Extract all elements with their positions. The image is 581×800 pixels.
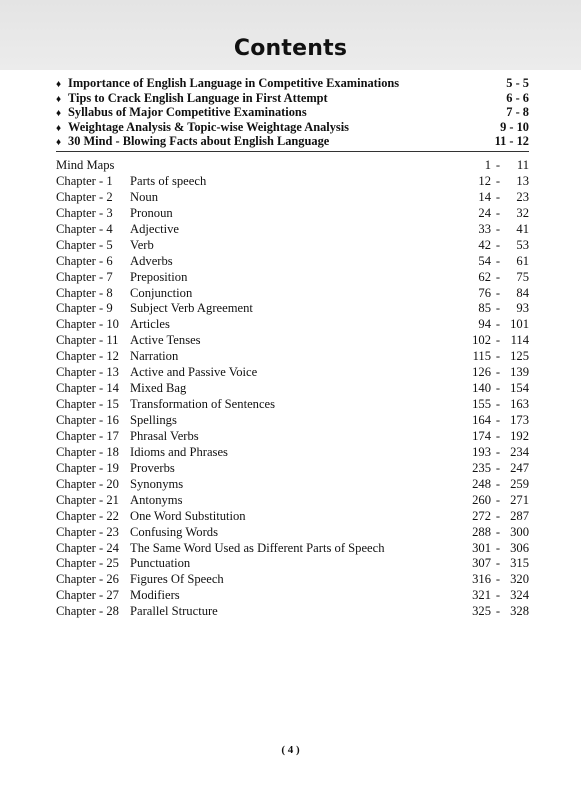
chapter-row[interactable]	[56, 445, 529, 461]
chapter-pages	[451, 286, 529, 302]
chapter-end-page: 84	[516, 285, 529, 300]
chapter-title: Adjective	[130, 221, 179, 236]
chapter-pages	[451, 556, 529, 572]
page-range-dash: -	[495, 556, 501, 571]
intro-sections-list	[56, 76, 529, 149]
chapter-pages	[451, 604, 529, 620]
chapter-end-page: 320	[510, 572, 529, 587]
chapter-start-page: 301	[472, 540, 491, 555]
chapter-number: Chapter - 7	[56, 269, 113, 284]
chapter-end-page: 114	[510, 333, 529, 348]
chapter-start-page: 140	[472, 381, 491, 396]
chapter-row[interactable]	[56, 381, 529, 397]
chapter-pages	[451, 429, 529, 445]
chapter-start-page: 102	[472, 333, 491, 348]
page-range-dash: -	[495, 492, 501, 507]
chapter-number: Chapter - 18	[56, 444, 119, 459]
page-range-dash: -	[495, 221, 501, 236]
page-range-dash: -	[495, 189, 501, 204]
chapter-row[interactable]	[56, 206, 529, 222]
chapter-title: Modifiers	[130, 588, 180, 603]
section-divider	[56, 151, 529, 152]
intro-section-title: Importance of English Language in Competitive Examinations	[68, 76, 400, 90]
chapter-pages	[451, 541, 529, 557]
chapter-title: One Word Substitution	[130, 508, 246, 523]
chapter-pages	[451, 413, 529, 429]
chapter-pages	[451, 317, 529, 333]
chapter-start-page: 42	[478, 237, 491, 252]
chapter-pages	[451, 158, 529, 174]
chapter-end-page: 13	[516, 173, 529, 188]
chapter-start-page: 316	[472, 572, 491, 587]
page-range-dash: -	[495, 588, 501, 603]
chapter-number: Chapter - 12	[56, 349, 119, 364]
intro-section-row[interactable]	[56, 91, 529, 106]
page-number: ( 4 )	[281, 744, 300, 756]
chapter-pages	[451, 301, 529, 317]
chapter-title: Idioms and Phrases	[130, 444, 228, 459]
chapter-start-page: 164	[472, 413, 491, 427]
chapter-pages	[451, 206, 529, 222]
chapter-start-page: 248	[472, 476, 491, 491]
chapter-number: Chapter - 20	[56, 476, 119, 491]
chapter-end-page: 154	[510, 381, 529, 396]
chapter-row[interactable]	[56, 365, 529, 381]
chapter-title: Noun	[130, 189, 158, 204]
chapter-title: Active and Passive Voice	[130, 365, 258, 380]
chapter-start-page: 325	[472, 604, 491, 619]
chapter-number: Chapter - 1	[56, 173, 113, 188]
chapter-row[interactable]	[56, 397, 529, 413]
chapter-pages	[451, 477, 529, 493]
chapter-number: Chapter - 24	[56, 540, 119, 555]
intro-section-label	[56, 134, 329, 149]
chapter-start-page: 126	[472, 365, 491, 380]
chapter-end-page: 287	[510, 508, 529, 523]
intro-section-title: Syllabus of Major Competitive Examinations	[68, 105, 307, 120]
chapter-number: Chapter - 16	[56, 413, 119, 427]
page-range-dash: -	[495, 540, 501, 555]
chapter-start-page: 260	[472, 492, 491, 507]
chapter-row[interactable]	[56, 509, 529, 525]
chapter-start-page: 288	[472, 524, 491, 539]
intro-section-row[interactable]	[56, 134, 529, 149]
page-title: Contents	[233, 36, 348, 61]
page-range-dash: -	[495, 301, 501, 316]
chapter-end-page: 192	[510, 428, 529, 443]
chapter-pages	[451, 588, 529, 604]
intro-section-pages: 9 - 10	[500, 119, 529, 134]
chapter-row[interactable]	[56, 349, 529, 365]
page-range-dash: -	[495, 205, 501, 220]
intro-section-label	[56, 120, 349, 135]
chapter-end-page: 93	[516, 301, 529, 316]
chapter-end-page: 53	[516, 237, 529, 252]
chapter-pages	[451, 397, 529, 413]
chapter-end-page: 173	[510, 413, 529, 427]
page-range-dash: -	[495, 317, 501, 332]
chapter-end-page: 125	[510, 349, 529, 364]
chapter-number: Chapter - 23	[56, 524, 119, 539]
intro-section-label	[56, 105, 307, 120]
chapter-row[interactable]	[56, 461, 529, 477]
chapter-start-page: 54	[478, 253, 491, 268]
page-range-dash: -	[495, 333, 501, 348]
page-range-dash: -	[495, 253, 501, 268]
page-range-dash: -	[495, 365, 501, 380]
chapter-start-page: 272	[472, 508, 491, 523]
page-range-dash: -	[495, 173, 501, 188]
chapter-number: Chapter - 2	[56, 189, 113, 204]
chapter-end-page: 306	[510, 540, 529, 555]
chapter-end-page: 328	[510, 604, 529, 619]
chapter-number: Mind Maps	[56, 158, 115, 172]
chapter-title: Antonyms	[130, 492, 183, 507]
chapter-end-page: 23	[516, 189, 529, 204]
chapter-row[interactable]	[56, 286, 529, 302]
intro-section-pages: 11 - 12	[494, 134, 529, 149]
chapter-start-page: 33	[478, 221, 491, 236]
chapter-number: Chapter - 10	[56, 317, 119, 332]
chapter-title: Spellings	[130, 413, 177, 427]
chapter-number: Chapter - 26	[56, 572, 119, 587]
chapter-title: Mixed Bag	[130, 381, 187, 396]
chapter-row[interactable]	[56, 604, 529, 620]
chapter-title: Pronoun	[130, 205, 173, 220]
page-range-dash: -	[495, 381, 501, 396]
intro-section-label	[56, 76, 399, 91]
chapter-number: Chapter - 4	[56, 221, 113, 236]
chapter-number: Chapter - 15	[56, 397, 119, 412]
chapter-title: Narration	[130, 349, 179, 364]
chapter-number: Chapter - 17	[56, 428, 119, 443]
chapter-start-page: 24	[478, 205, 491, 220]
diamond-bullet-icon: ♦	[56, 79, 62, 90]
chapter-row[interactable]	[56, 429, 529, 445]
page-range-dash: -	[495, 476, 501, 491]
chapter-pages	[451, 222, 529, 238]
chapter-row[interactable]	[56, 588, 529, 604]
chapter-number: Chapter - 19	[56, 460, 119, 475]
page-range-dash: -	[495, 524, 501, 539]
chapter-row[interactable]	[56, 413, 529, 429]
chapter-title: Articles	[130, 317, 170, 332]
chapter-row[interactable]	[56, 158, 529, 174]
chapter-row[interactable]	[56, 301, 529, 317]
chapter-number: Chapter - 11	[56, 333, 119, 348]
chapter-title: Active Tenses	[130, 333, 201, 348]
chapter-title: Subject Verb Agreement	[130, 301, 253, 316]
chapter-title: Phrasal Verbs	[130, 428, 199, 443]
intro-section-label	[56, 91, 328, 106]
chapter-start-page: 94	[478, 317, 491, 332]
chapter-pages	[451, 190, 529, 206]
chapter-end-page: 41	[516, 221, 529, 236]
chapter-start-page: 14	[478, 189, 491, 204]
intro-section-row[interactable]	[56, 120, 529, 135]
chapter-pages	[451, 381, 529, 397]
chapter-number: Chapter - 21	[56, 492, 119, 507]
chapter-title: Verb	[130, 237, 154, 252]
page-range-dash: -	[495, 397, 501, 412]
chapter-title: Parts of speech	[130, 173, 207, 188]
chapter-row[interactable]	[56, 222, 529, 238]
chapter-start-page: 12	[478, 173, 491, 188]
chapter-start-page: 155	[472, 397, 491, 412]
chapter-number: Chapter - 22	[56, 508, 119, 523]
diamond-bullet-icon: ♦	[56, 108, 62, 120]
chapter-title: Confusing Words	[130, 524, 218, 539]
chapter-title: Adverbs	[130, 253, 173, 268]
chapter-title: Figures Of Speech	[130, 572, 224, 587]
page-range-dash: -	[495, 413, 501, 427]
chapter-row[interactable]	[56, 556, 529, 572]
chapter-number: Chapter - 8	[56, 285, 113, 300]
chapter-row[interactable]	[56, 174, 529, 190]
page-range-dash: -	[495, 508, 501, 523]
chapter-row[interactable]	[56, 493, 529, 509]
chapter-end-page: 75	[516, 269, 529, 284]
chapter-pages	[451, 572, 529, 588]
chapter-pages	[451, 509, 529, 525]
chapter-title: Preposition	[130, 269, 188, 284]
chapter-start-page: 115	[472, 349, 491, 364]
intro-section-row[interactable]	[56, 76, 529, 91]
chapter-number: Chapter - 3	[56, 205, 113, 220]
chapter-end-page: 32	[516, 205, 529, 220]
chapter-pages	[451, 270, 529, 286]
chapter-end-page: 300	[510, 524, 529, 539]
page-range-dash: -	[495, 444, 501, 459]
chapter-row[interactable]	[56, 238, 529, 254]
chapter-number: Chapter - 25	[56, 556, 119, 571]
chapter-end-page: 271	[510, 492, 529, 507]
chapter-end-page: 163	[510, 397, 529, 412]
chapter-number: Chapter - 28	[56, 604, 119, 619]
chapter-pages	[451, 174, 529, 190]
chapter-start-page: 174	[472, 428, 491, 443]
chapter-number: Chapter - 6	[56, 253, 113, 268]
intro-section-row[interactable]	[56, 105, 529, 120]
chapter-number: Chapter - 9	[56, 301, 113, 316]
intro-section-title: Tips to Crack English Language in First Attempt	[68, 90, 328, 105]
chapter-pages	[451, 238, 529, 254]
chapter-end-page: 247	[510, 460, 529, 475]
chapter-start-page: 85	[478, 301, 491, 316]
chapter-end-page: 315	[510, 556, 529, 571]
intro-section-title: 30 Mind - Blowing Facts about English Language	[68, 134, 330, 149]
chapter-end-page: 101	[510, 317, 529, 332]
page-range-dash: -	[495, 269, 501, 284]
chapter-pages	[451, 461, 529, 477]
chapter-row[interactable]	[56, 572, 529, 588]
chapter-pages	[451, 445, 529, 461]
chapter-pages	[451, 333, 529, 349]
page-range-dash: -	[495, 460, 501, 475]
chapter-pages	[451, 349, 529, 365]
chapter-pages	[451, 525, 529, 541]
chapter-title: Conjunction	[130, 285, 193, 300]
chapter-end-page: 61	[516, 253, 529, 268]
chapter-title: Parallel Structure	[130, 604, 218, 619]
page-range-dash: -	[495, 428, 501, 443]
chapter-end-page: 139	[510, 365, 529, 380]
page-range-dash: -	[495, 237, 501, 252]
chapter-title: Punctuation	[130, 556, 191, 571]
chapter-row[interactable]	[56, 317, 529, 333]
chapter-start-page: 307	[472, 556, 491, 571]
chapter-row[interactable]	[56, 254, 529, 270]
page-range-dash: -	[495, 349, 501, 364]
chapter-pages	[451, 493, 529, 509]
page-range-dash: -	[495, 604, 501, 619]
diamond-bullet-icon: ♦	[56, 137, 62, 149]
chapter-start-page: 193	[472, 444, 491, 459]
chapter-start-page: 76	[478, 285, 491, 300]
intro-section-pages: 6 - 6	[506, 90, 529, 105]
chapter-number: Chapter - 27	[56, 588, 119, 603]
chapter-row[interactable]	[56, 270, 529, 286]
chapter-number: Chapter - 14	[56, 381, 119, 396]
intro-section-title: Weightage Analysis & Topic-wise Weightage Analysis	[68, 119, 350, 134]
page-range-dash: -	[495, 572, 501, 587]
chapter-end-page: 234	[510, 444, 529, 459]
page-range-dash: -	[495, 285, 501, 300]
chapter-pages	[451, 365, 529, 381]
chapter-row[interactable]	[56, 541, 529, 557]
chapter-end-page: 11	[516, 158, 529, 172]
chapter-start-page: 1	[484, 158, 491, 172]
chapter-row[interactable]	[56, 525, 529, 541]
intro-section-pages: 5 - 5	[506, 76, 529, 90]
chapter-end-page: 259	[510, 476, 529, 491]
chapter-title: Proverbs	[130, 460, 175, 475]
chapter-title: Synonyms	[130, 476, 184, 491]
chapter-title: Transformation of Sentences	[130, 397, 276, 412]
diamond-bullet-icon: ♦	[56, 93, 62, 105]
chapter-pages	[451, 254, 529, 270]
chapter-list	[56, 158, 529, 620]
chapter-end-page: 324	[510, 588, 529, 603]
chapter-row[interactable]	[56, 190, 529, 206]
chapter-number: Chapter - 13	[56, 365, 119, 380]
diamond-bullet-icon: ♦	[56, 122, 62, 134]
chapter-row[interactable]	[56, 333, 529, 349]
chapter-start-page: 235	[472, 460, 491, 475]
intro-section-pages: 7 - 8	[506, 105, 529, 120]
chapter-title: The Same Word Used as Different Parts of Speech	[130, 540, 385, 555]
chapter-start-page: 62	[478, 269, 491, 284]
page-range-dash: -	[495, 158, 501, 172]
chapter-start-page: 321	[472, 588, 491, 603]
chapter-number: Chapter - 5	[56, 237, 113, 252]
chapter-row[interactable]	[56, 477, 529, 493]
